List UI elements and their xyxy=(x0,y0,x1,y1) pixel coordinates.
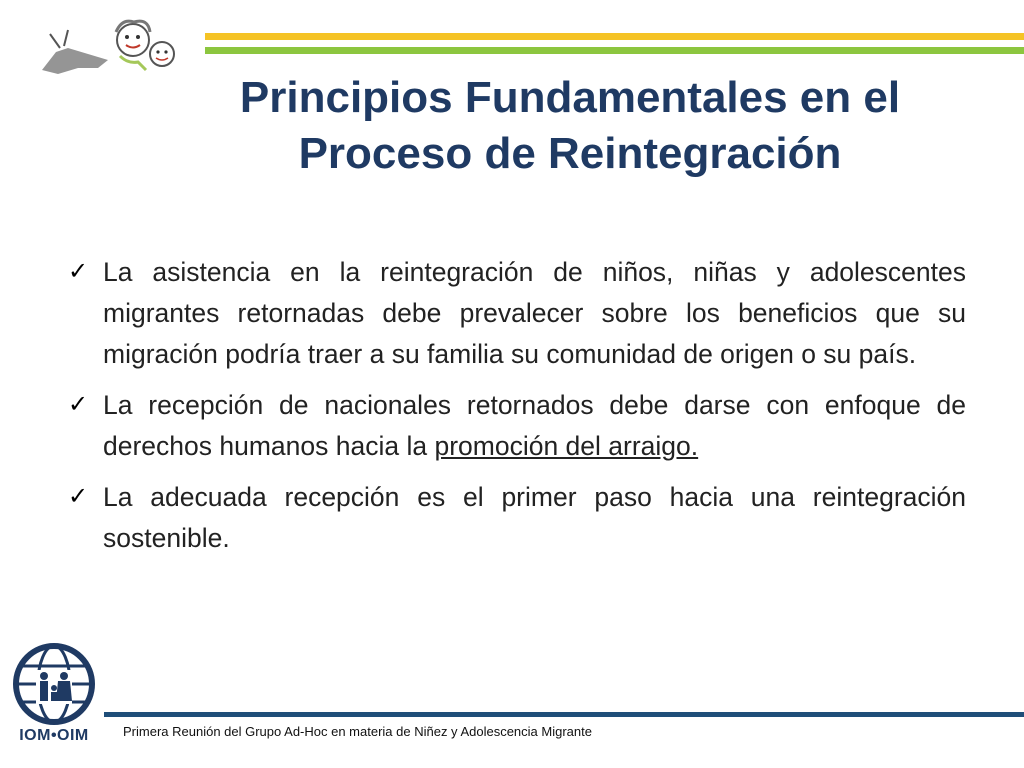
oim-logo-text: IOM•OIM xyxy=(19,727,89,744)
title-line-1: Principios Fundamentales en el xyxy=(239,73,901,122)
checkmark-icon: ✓ xyxy=(68,391,89,418)
slide-title xyxy=(160,70,980,182)
footer-text: Primera Reunión del Grupo Ad-Hoc en materia de Niñez y Adolescencia Migrante xyxy=(123,724,592,739)
green-stripe xyxy=(205,47,1024,54)
bullet-text: La adecuada recepción es el primer paso hacia una reintegración sostenible. xyxy=(103,482,966,553)
bullet-list xyxy=(68,252,966,569)
bullet-item xyxy=(68,252,966,375)
footer-divider xyxy=(104,712,1024,717)
bullet-text: La asistencia en la reintegración de niños, niñas y adolescentes migrantes retornadas debe prevalecer sobre los beneficios que su migración podría traer a su familia su comunidad de origen o su país. xyxy=(103,257,966,369)
checkmark-icon: ✓ xyxy=(68,258,89,285)
bullet-text-underlined: promoción del arraigo. xyxy=(434,431,699,461)
bullet-item xyxy=(68,385,966,467)
checkmark-icon: ✓ xyxy=(68,483,89,510)
bullet-text-plain: La recepción de nacionales retornados debe darse con enfoque de derechos humanos hacia la xyxy=(103,390,966,461)
yellow-stripe xyxy=(205,33,1024,40)
bullet-item xyxy=(68,477,966,559)
title-line-2: Proceso de Reintegración xyxy=(298,129,842,178)
bullet-text xyxy=(103,385,966,467)
